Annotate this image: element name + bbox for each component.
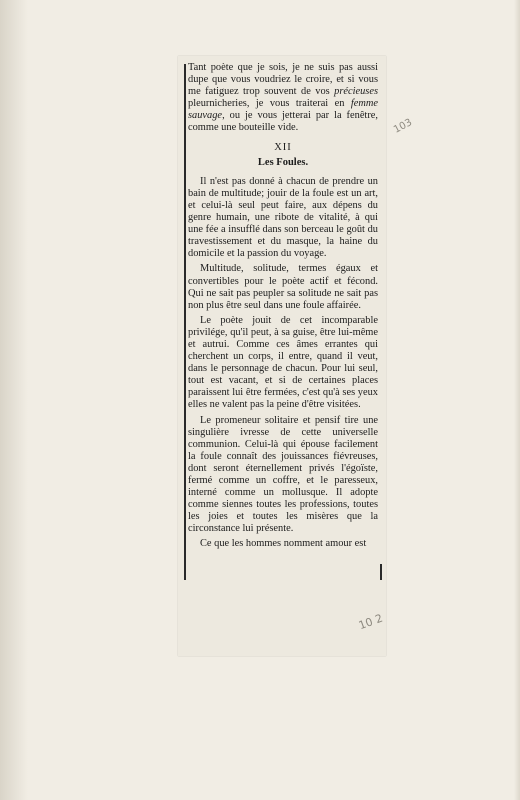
column-rule-left [184,64,186,580]
paragraph-1: Il n'est pas donné à chacun de prendre un bain de multitude; jouir de la foule est un art, et celui-là seul peut faire, aux dépens du genre humain, une ribote de vitalité, à qui une fée a insufflé dans son berceau le goût du travestissement et du masque, la haine du domicile et la passion du voyage. [188,175,378,260]
intro-text-2: pleurnicheries, je vous traiterai en [188,98,351,110]
paragraph-4: Le promeneur solitaire et pensif tire une singulière ivresse de cette universelle communion. Celui-là qui épouse facilement la foule connaît des jouissances fiévreuses, dont seront éternellement privés l'égoïste, fermé comme un coffre, et le paresseux, interné comme un mollusque. Il adopte comme siennes toutes les professions, toutes les joies et toutes les misères que la circonstance lui présente. [188,414,378,535]
paragraph-2: Multitude, solitude, termes égaux et convertibles pour le poète actif et fécond. Qui ne sait pas peupler sa solitude ne sait pas non plus être seul dans une foule affairée. [188,263,378,311]
section-title: Les Foules. [257,156,309,168]
paragraph-3: Le poète jouit de cet incomparable privilége, qu'il peut, à sa guise, être lui-même et autrui. Comme ces âmes errantes qui cherchent un corps, il entre, quand il veut, dans le personnage de chacun. Pour lui seul, tout est vacant, et si de certaines places paraissent lui être fermées, c'est qu'à ses yeux elles ne valent pas la peine d'être visitées. [188,314,378,411]
text-column [188,62,378,551]
intro-emphasis-1: précieuses [334,86,378,98]
page-edge [514,0,520,800]
folio-pencil-mark: 103 [392,117,415,136]
intro-text-1: Tant poète que je sois, je ne suis pas aussi dupe que vous voudriez le croire, et si vous me fatiguez trop souvent de vos [188,62,378,98]
column-rule-right [380,564,382,580]
intro-emphasis-2: femme sauvage [188,98,378,122]
section-number: XII [274,141,292,153]
bottom-pencil-mark: 10 2 [357,611,385,633]
paragraph-5: Ce que les hommes nomment amour est [200,538,367,550]
gutter-shadow [0,0,28,800]
intro-text-3: , ou je vous jetterai par la fenêtre, comme une bouteille vide. [188,110,378,134]
intro-paragraph [188,62,378,135]
